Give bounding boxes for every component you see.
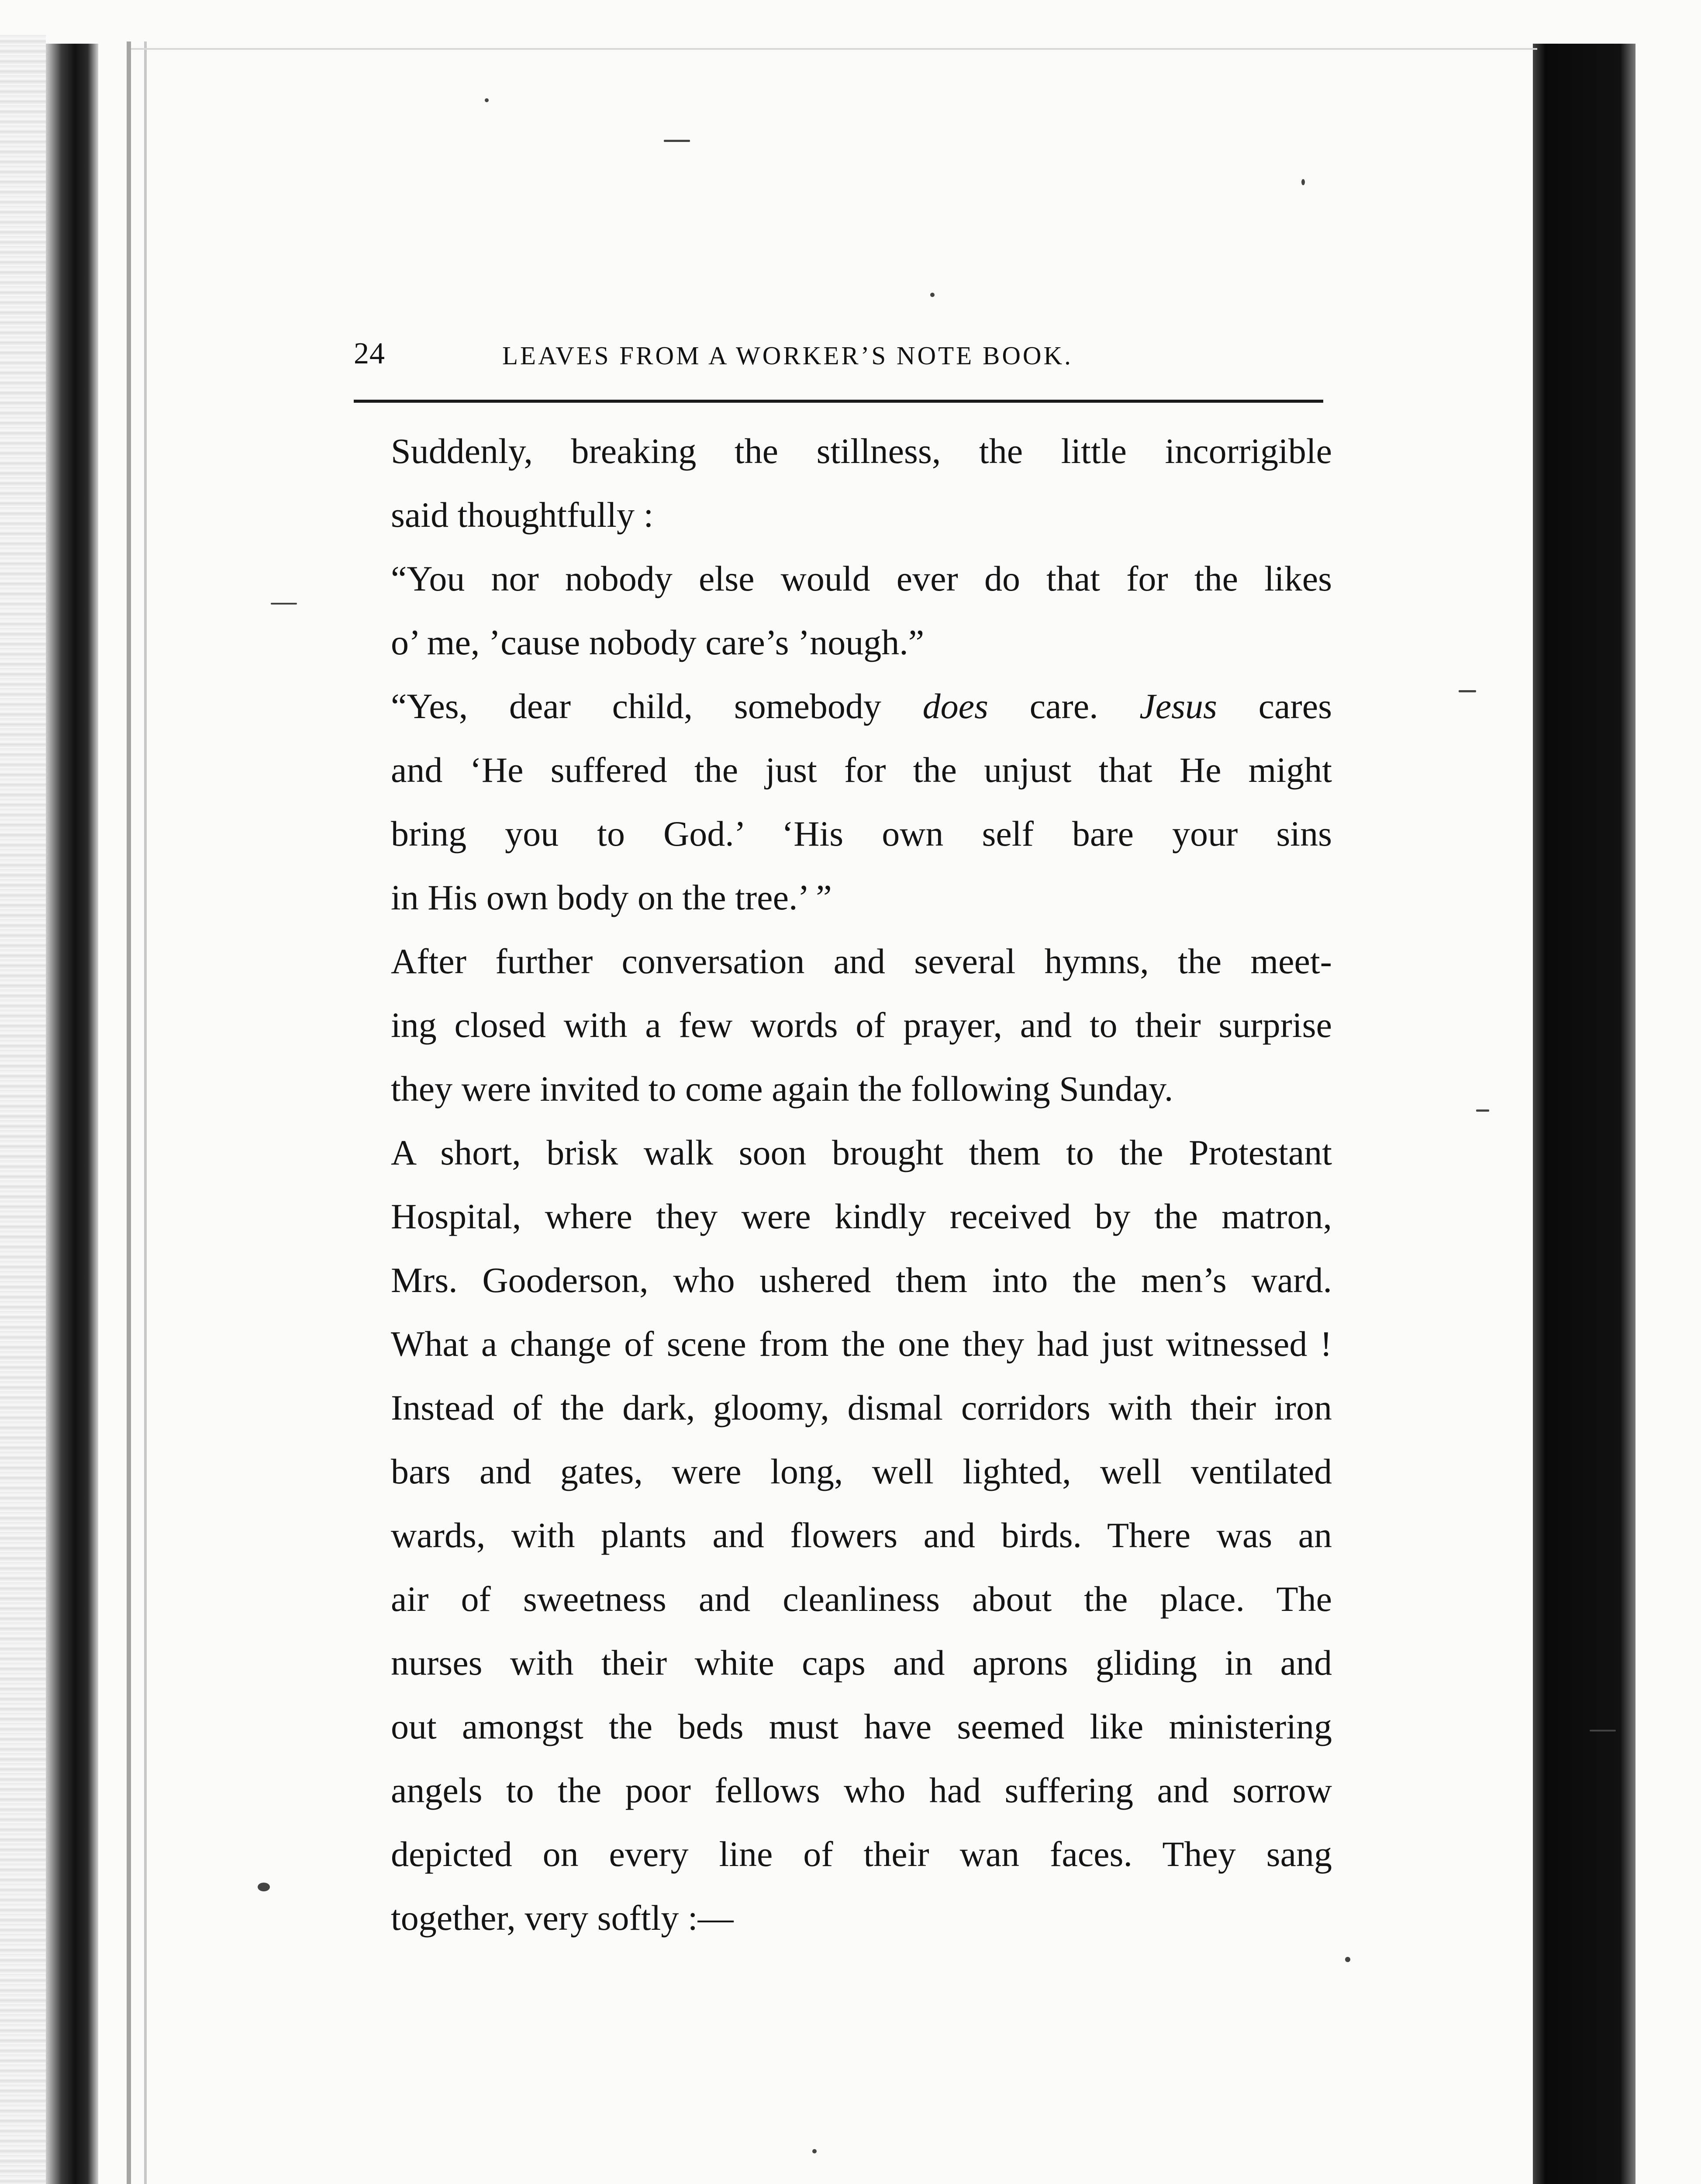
text-line: out amongst the beds must have seemed like ministering [391,1707,1332,1746]
scan-speck [812,2149,817,2153]
text-line: said thoughtfully : [391,495,654,535]
running-header [354,332,1328,380]
text-line: wards, with plants and flowers and birds. There was an [391,1515,1332,1555]
running-title: LEAVES FROM A WORKER’S NOTE BOOK. [502,341,1073,370]
body-text [354,419,1332,1950]
text-line [354,674,1332,738]
text-line: After further conversation and several hymns, the meet- [391,941,1332,981]
top-scan-edge [131,48,1537,50]
header-rule [354,400,1323,403]
text-line: bars and gates, were long, well lighted, well ventilated [391,1451,1332,1491]
left-gutter-line-inner [144,41,147,2184]
italic-word-jesus: Jesus [1139,686,1217,726]
italic-word-does: does [922,686,988,726]
text-line: air of sweetness and cleanliness about the place. The [391,1579,1332,1619]
text-run: “Yes, dear child, somebody [391,686,923,726]
paragraph-2 [354,547,1332,674]
text-line: nurses with their white caps and aprons gliding in and [391,1643,1332,1683]
scan-speck [271,603,297,605]
text-line: Mrs. Gooderson, who ushered them into the men’s ward. [391,1260,1332,1300]
text-run: care. [988,686,1140,726]
scan-speck [1459,690,1476,692]
left-binding-edge [46,44,98,2184]
page-number: 24 [354,337,385,370]
text-line: they were invited to come again the following Sunday. [391,1069,1173,1109]
left-gutter-line [127,41,131,2184]
text-line: Instead of the dark, gloomy, dismal corridors with their iron [391,1388,1332,1427]
text-line: Hospital, where they were kindly received by the matron, [391,1196,1332,1236]
paragraph-5 [354,1121,1332,1950]
text-line: “You nor nobody else would ever do that for the likes [391,559,1332,598]
scan-speck [930,293,935,297]
text-run: cares [1217,686,1332,726]
scan-speck [1301,179,1305,185]
paragraph-4 [354,930,1332,1121]
text-line: in His own body on the tree.’ ” [391,878,832,917]
text-line: together, very softly :— [391,1898,734,1938]
text-line: bring you to God.’ ‘His own self bare your sins [391,814,1332,854]
text-line: and ‘He suffered the just for the unjust that He might [391,750,1332,790]
text-line: What a change of scene from the one they had just witnessed ! [391,1324,1332,1364]
scan-speck [258,1883,270,1891]
scan-speck [1345,1957,1350,1962]
scan-speck [664,140,690,142]
text-line: o’ me, ’cause nobody care’s ’nough.” [391,622,925,662]
text-line: A short, brisk walk soon brought them to the Protestant [391,1133,1332,1172]
paragraph-1 [354,419,1332,547]
right-binding-edge [1533,44,1635,2184]
text-line: Suddenly, breaking the stillness, the little incorrigible [391,431,1332,471]
scan-speck [485,98,489,102]
scan-speck [1590,1730,1616,1731]
left-scan-margin [0,35,46,2184]
scan-speck [1476,1109,1489,1112]
paragraph-3 [354,674,1332,930]
text-line: angels to the poor fellows who had suffering and sorrow [391,1770,1332,1810]
text-line: depicted on every line of their wan faces. They sang [391,1834,1332,1874]
text-line: ing closed with a few words of prayer, and to their surprise [391,1005,1332,1045]
